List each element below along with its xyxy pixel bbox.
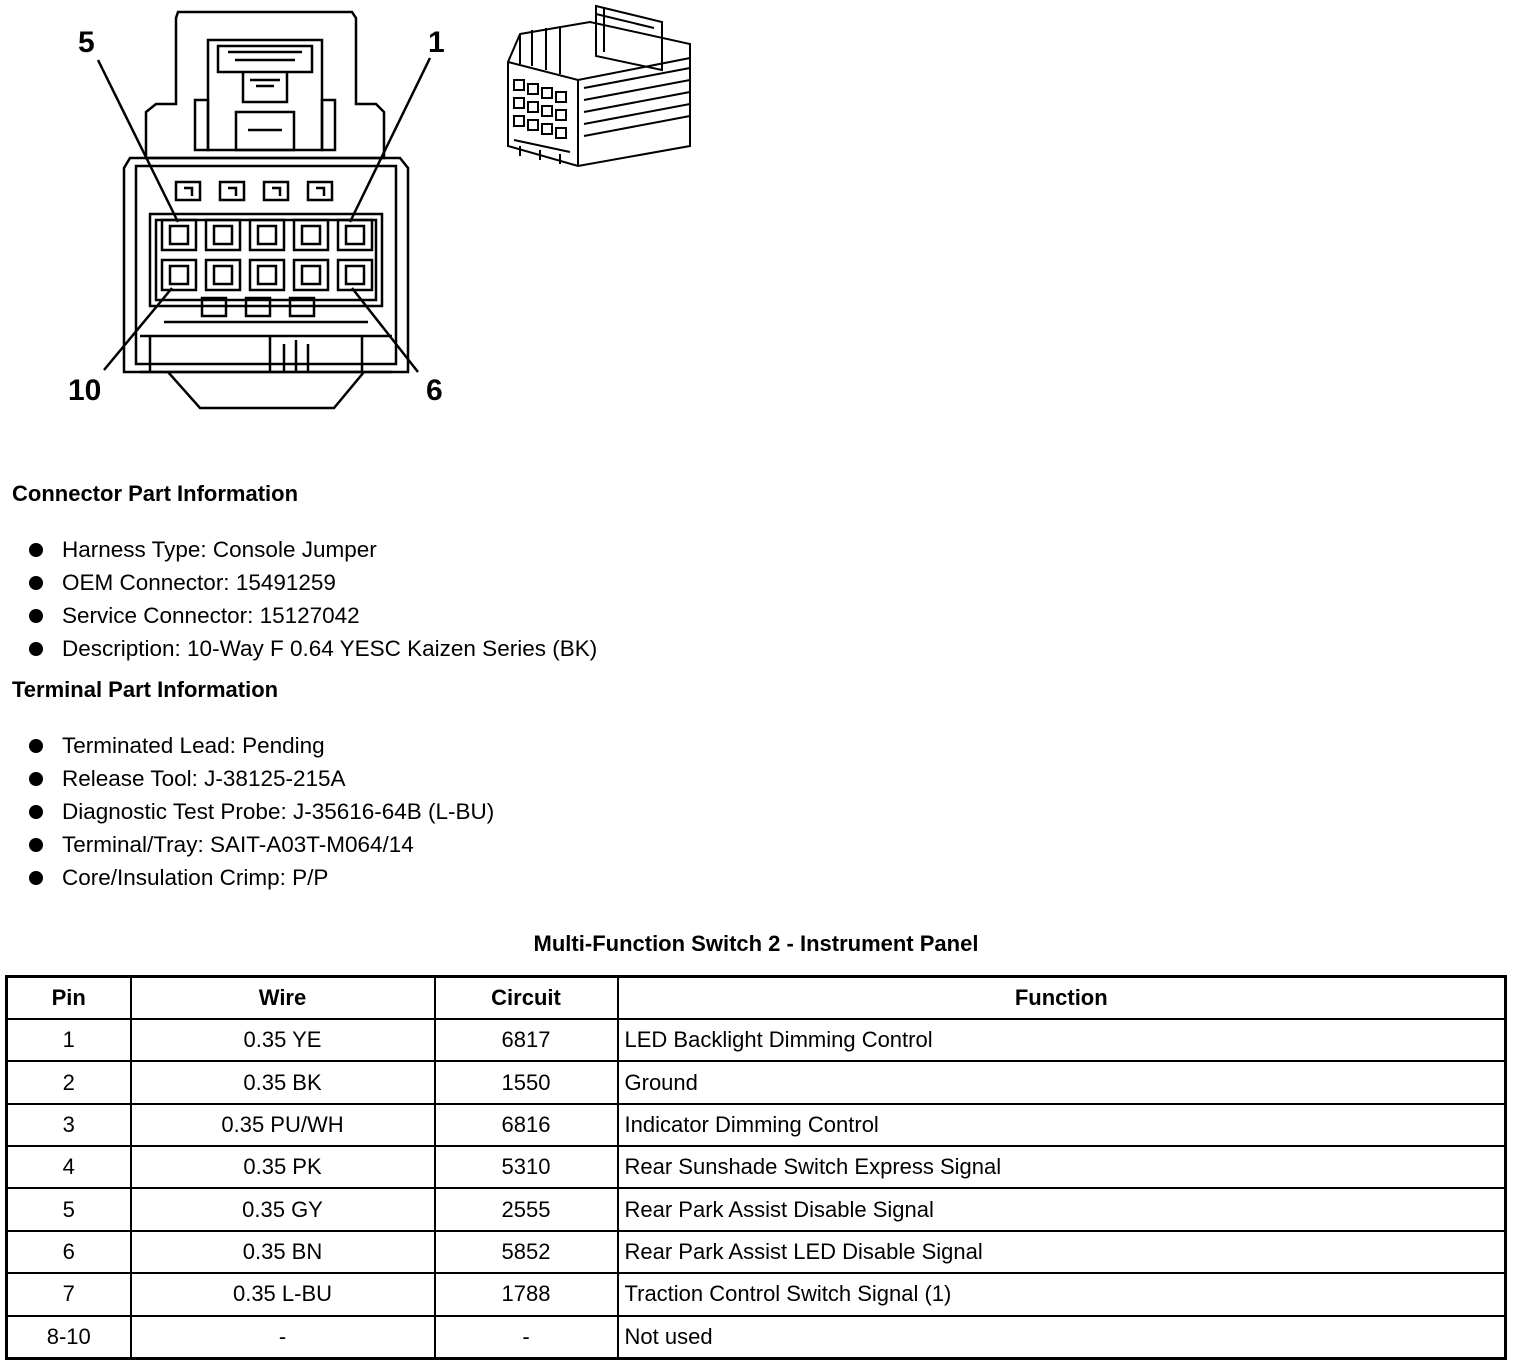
connector-part-info-heading: Connector Part Information [12,481,299,506]
list-item-text: Terminated Lead: Pending [62,733,325,758]
function-cell: Traction Control Switch Signal (1) [618,1273,1506,1315]
function-cell: Rear Park Assist LED Disable Signal [618,1231,1506,1273]
table-row [7,1146,1506,1188]
pin-label-1: 1 [428,26,445,59]
pin-cell: 2 [7,1061,131,1103]
bullet-icon [29,543,43,557]
wire-cell: 0.35 YE [131,1019,435,1061]
function-cell: Rear Sunshade Switch Express Signal [618,1146,1506,1188]
table-row [7,1231,1506,1273]
table-row [7,1019,1506,1061]
wire-cell: 0.35 L-BU [131,1273,435,1315]
list-item-text: Service Connector: 15127042 [62,603,360,628]
function-cell: Rear Park Assist Disable Signal [618,1188,1506,1230]
list-item-text: Terminal/Tray: SAIT-A03T-M064/14 [62,832,414,857]
wire-cell: 0.35 BK [131,1061,435,1103]
wire-cell: 0.35 PK [131,1146,435,1188]
wire-cell: 0.35 GY [131,1188,435,1230]
list-item [0,863,494,896]
pin-cell: 7 [7,1273,131,1315]
circuit-cell: 6816 [435,1104,618,1146]
pin-cell: 3 [7,1104,131,1146]
column-header-wire: Wire [131,977,435,1020]
bullet-icon [29,772,43,786]
pinout-table [5,975,1507,1360]
bullet-icon [29,609,43,623]
terminal-part-info-heading: Terminal Part Information [12,677,279,702]
connector-isometric-view [508,6,690,166]
table-row [7,1188,1506,1230]
bullet-icon [29,739,43,753]
table-row [7,1273,1506,1315]
list-item-text: Diagnostic Test Probe: J-35616-64B (L-BU) [62,799,495,824]
circuit-cell: 5852 [435,1231,618,1273]
list-item [0,764,494,797]
list-item [0,535,597,568]
connector-face-drawing [0,0,720,430]
pin-cell: 8-10 [7,1316,131,1359]
column-header-circuit: Circuit [435,977,618,1020]
list-item-text: Harness Type: Console Jumper [62,537,377,562]
pin-label-5: 5 [78,26,95,59]
table-row [7,1104,1506,1146]
terminal-part-info-list [0,731,494,896]
wire-cell: - [131,1316,435,1359]
bullet-icon [29,805,43,819]
list-item [0,601,597,634]
bullet-icon [29,642,43,656]
list-item [0,568,597,601]
function-cell: Indicator Dimming Control [618,1104,1506,1146]
circuit-cell: 1788 [435,1273,618,1315]
pin-label-10: 10 [68,374,102,407]
list-item [0,830,494,863]
pin-cell: 1 [7,1019,131,1061]
wire-cell: 0.35 PU/WH [131,1104,435,1146]
pin-cell: 5 [7,1188,131,1230]
table-row [7,1316,1506,1359]
pin-label-6: 6 [426,374,443,407]
circuit-cell: 5310 [435,1146,618,1188]
list-item [0,797,494,830]
circuit-cell: 1550 [435,1061,618,1103]
circuit-cell: - [435,1316,618,1359]
list-item-text: Core/Insulation Crimp: P/P [62,865,329,890]
table-row [7,1061,1506,1103]
list-item-text: Release Tool: J-38125-215A [62,766,346,791]
table-header-row [7,977,1506,1020]
connector-part-info-list [0,535,597,667]
pin-cell: 6 [7,1231,131,1273]
list-item-text: OEM Connector: 15491259 [62,570,336,595]
pin-cell: 4 [7,1146,131,1188]
bullet-icon [29,576,43,590]
bullet-icon [29,838,43,852]
bullet-icon [29,871,43,885]
list-item-text: Description: 10-Way F 0.64 YESC Kaizen Series (BK) [62,636,598,661]
connector-diagram [0,0,720,430]
circuit-cell: 6817 [435,1019,618,1061]
column-header-pin: Pin [7,977,131,1020]
function-cell: Not used [618,1316,1506,1359]
table-title: Multi-Function Switch 2 - Instrument Panel [533,931,979,956]
column-header-function: Function [618,977,1506,1020]
list-item [0,731,494,764]
circuit-cell: 2555 [435,1188,618,1230]
function-cell: Ground [618,1061,1506,1103]
list-item [0,634,597,667]
wire-cell: 0.35 BN [131,1231,435,1273]
function-cell: LED Backlight Dimming Control [618,1019,1506,1061]
